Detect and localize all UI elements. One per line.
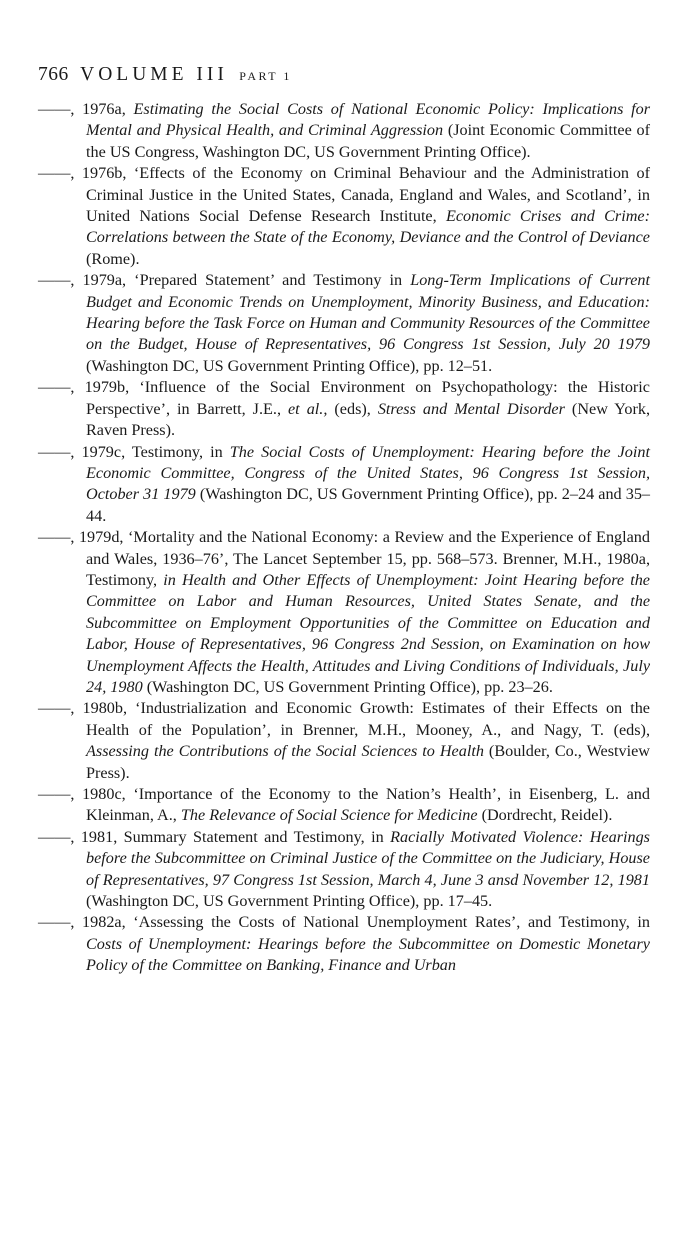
entry-title-text: Costs of Unemployment: Hearings before the Subcommittee on Domestic Monetary Policy of the Committee on Banking, Finance and Urban	[86, 934, 650, 975]
entry-title-text: The Social Costs of Unemployment: Hearing before the Joint Economic Committee, Congress of the United States, 96 Congress 1st Session, October 31 1979	[86, 442, 650, 504]
entry-text: ——, 1979a, ‘Prepared Statement’ and Testimony in	[38, 271, 411, 290]
volume-label: VOLUME III	[80, 64, 228, 85]
bibliography-entry	[38, 784, 650, 827]
entry-text: (Rome).	[86, 249, 140, 268]
entry-text: ——, 1980c, ‘Importance of the Economy to the Nation’s Health’, in Eisenberg, L. and Kleinman, A.,	[38, 785, 650, 825]
bibliography-entry	[38, 698, 650, 784]
bibliography-entry	[38, 163, 650, 270]
entry-text: (Washington DC, US Government Printing Office), pp. 23–26.	[142, 677, 553, 696]
entry-text: (New York, Raven Press).	[86, 399, 650, 440]
running-header	[38, 62, 650, 89]
bibliography-entry	[38, 827, 650, 913]
entry-title-text: in Health and Other Effects of Unemployment: Joint Hearing before the Committee on Labor and Human Resources, United States Senate, and the Subcommittee on Employment Opportunities of the Committee on Education and Labor, House of Representatives, 96 Congress 2nd Session, on Examination on how Unemployment Affects the Health, Attitudes and Living Conditions of Individuals, July 24, 1980	[86, 570, 650, 696]
entry-text: ——, 1976a,	[38, 100, 134, 118]
bibliography-entry	[38, 377, 650, 441]
entry-title-text: Economic Crises and Crime: Correlations between the State of the Economy, Deviance and the Control of Deviance	[86, 207, 650, 247]
entry-title-text: Racially Motivated Violence: Hearings before the Subcommittee on Criminal Justice of the Committee on the Judiciary, House of Representatives, 97 Congress 1st Session, March 4, June 3 ansd November 12, 1981	[86, 827, 650, 889]
entry-title-text: Long-Term Implications of Current Budget and Economic Trends on Unemployment, Minority Business, and Education: Hearing before the Task Force on Human and Community Resources of the Committee on the Budget, House of Representatives, 96 Congress 1st Session, July 20 1979	[86, 271, 650, 354]
entry-title-text: Estimating the Social Costs of National Economic Policy: Implications for Mental and Physical Health, and Criminal Aggression	[86, 100, 650, 140]
bibliography-entry	[38, 270, 650, 377]
entry-text: (Boulder, Co., Westview Press).	[86, 742, 650, 782]
entry-title-text: et al.,	[288, 399, 328, 418]
book-page	[38, 62, 650, 977]
bibliography-entry	[38, 912, 650, 976]
entry-text: ——, 1979b, ‘Influence of the Social Environment on Psychopathology: the Historic Perspective’, in Barrett, J.E.,	[38, 378, 650, 418]
entry-text: (Dordrecht, Reidel).	[477, 806, 613, 825]
entry-text: ——, 1979d, ‘Mortality and the National Economy: a Review and the Experience of England and Wales, 1936–76’, The Lancet September 15, pp. 568–573. Brenner, M.H., 1980a, Testimony,	[38, 528, 650, 589]
part-label: PART 1	[239, 69, 292, 83]
entry-text: (Washington DC, US Government Printing Office), pp. 2–24 and 35–44.	[86, 485, 651, 525]
entry-text: ——, 1980b, ‘Industrialization and Economic Growth: Estimates of their Effects on the Health of the Population’, in Brenner, M.H., Mooney, A., and Nagy, T. (eds),	[38, 699, 650, 739]
page-number: 766	[38, 64, 69, 85]
bibliography-entry	[38, 99, 650, 163]
entry-title-text: Assessing the Contributions of the Social Sciences to Health	[86, 742, 484, 761]
bibliography-list	[38, 99, 650, 977]
entry-text: ——, 1981, Summary Statement and Testimony, in	[38, 827, 391, 846]
entry-text: (Washington DC, US Government Printing Office), pp. 12–51.	[86, 356, 493, 375]
entry-text: ——, 1976b, ‘Effects of the Economy on Criminal Behaviour and the Administration of Criminal Justice in the United States, Canada, England and Wales, and Scotland’, in United Nations Social Defense Research Institute,	[38, 164, 650, 226]
entry-text: ——, 1982a, ‘Assessing the Costs of National Unemployment Rates’, and Testimony, in	[38, 913, 650, 932]
entry-title-text: Stress and Mental Disorder	[377, 399, 565, 418]
entry-text: (Joint Economic Committee of the US Congress, Washington DC, US Government Printing Office).	[86, 121, 650, 161]
entry-text: ——, 1979c, Testimony, in	[38, 442, 230, 461]
entry-text: (eds),	[327, 399, 378, 418]
bibliography-entry	[38, 442, 650, 528]
entry-title-text: The Relevance of Social Science for Medicine	[180, 806, 478, 825]
bibliography-entry	[38, 527, 650, 698]
entry-text: (Washington DC, US Government Printing Office), pp. 17–45.	[86, 892, 493, 911]
